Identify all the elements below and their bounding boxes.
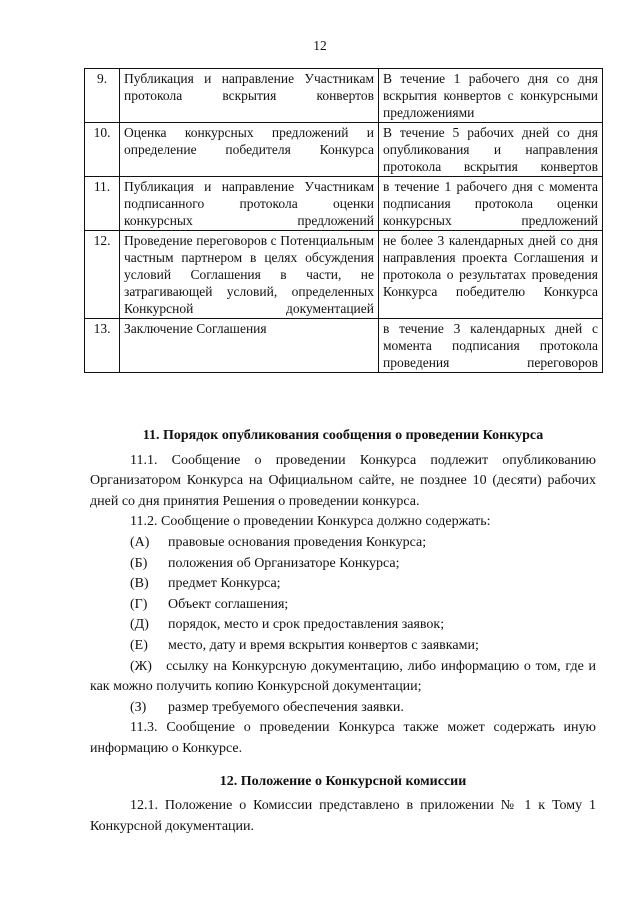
paragraph-11-3: 11.3. Сообщение о проведении Конкурса также может содержать иную информацию о Конкурсе.	[90, 720, 596, 756]
section-12-heading: 12. Положение о Конкурсной комиссии	[219, 773, 467, 789]
table-row	[85, 177, 603, 231]
procedure-schedule-table	[84, 68, 603, 373]
section-11-heading: 11. Порядок опубликования сообщения о проведении Конкурса	[142, 428, 544, 443]
table-row	[85, 231, 603, 319]
list-marker: (А)	[130, 534, 150, 550]
row-term: не более 3 календарных дней со дня направления проекта Соглашения и протокола о результатах проведения Конкурса победителю Конкурса	[379, 231, 603, 319]
row-number: 10.	[85, 123, 120, 177]
row-action: Публикация и направление Участникам протокола вскрытия конвертов	[120, 69, 379, 123]
list-item	[90, 636, 596, 657]
row-action: Проведение переговоров с Потенциальным частным партнером в целях обсуждения условий Соглашения в части, не затрагивающей условий, определенных Конкурсной документацией	[120, 231, 379, 319]
paragraph-11-1: 11.1. Сообщение о проведении Конкурса подлежит опубликованию Организатором Конкурса на Официальном сайте, не позднее 10 (десяти) рабочих дней со дня принятия Решения о проведении конкурса.	[90, 452, 596, 509]
list-marker: (Д)	[130, 617, 149, 633]
list-item	[90, 574, 596, 595]
table-row	[85, 319, 603, 373]
list-text: порядок, место и срок предоставления заявок;	[168, 617, 445, 633]
list-text: правовые основания проведения Конкурса;	[168, 534, 427, 550]
row-action: Оценка конкурсных предложений и определение победителя Конкурса	[120, 123, 379, 177]
list-marker: (Г)	[130, 596, 148, 612]
row-number: 12.	[85, 231, 120, 319]
paragraph-11-2: 11.2. Сообщение о проведении Конкурса должно содержать:	[130, 514, 491, 530]
row-term: В течение 1 рабочего дня со дня вскрытия конвертов с конкурсными предложениями	[379, 69, 603, 123]
list-item	[90, 698, 596, 719]
paragraph-12-1: 12.1. Положение о Комиссии представлено в приложении № 1 к Тому 1 Конкурсной документации.	[90, 798, 596, 834]
row-number: 9.	[85, 69, 120, 123]
list-item	[90, 554, 596, 575]
row-action: Заключение Соглашения	[120, 319, 379, 373]
row-action: Публикация и направление Участникам подписанного протокола оценки конкурсных предложений	[120, 177, 379, 231]
document-body	[90, 426, 596, 837]
list-text: место, дату и время вскрытия конвертов с заявками;	[168, 637, 479, 653]
list-marker: (В)	[130, 576, 149, 592]
table-row	[85, 123, 603, 177]
list-marker: (Е)	[130, 637, 148, 653]
page-number: 12	[313, 38, 327, 53]
list-text: Объект соглашения;	[168, 596, 289, 612]
list-text: размер требуемого обеспечения заявки.	[168, 699, 404, 715]
list-item	[90, 657, 596, 698]
list-text: предмет Конкурса;	[168, 576, 281, 592]
list-marker: (З)	[130, 699, 147, 715]
list-item	[90, 595, 596, 616]
list-marker: (Ж)	[130, 658, 152, 674]
list-text: положения об Организаторе Конкурса;	[168, 555, 400, 571]
row-term: в течение 1 рабочего дня с момента подписания протокола оценки конкурсных предложений	[379, 177, 603, 231]
list-marker: (Б)	[130, 555, 148, 571]
table-row	[85, 69, 603, 123]
row-number: 11.	[85, 177, 120, 231]
row-term: в течение 3 календарных дней с момента подписания протокола проведения переговоров	[379, 319, 603, 373]
row-term: В течение 5 рабочих дней со дня опубликования и направления протокола вскрытия конвертов	[379, 123, 603, 177]
list-text: ссылку на Конкурсную документацию, либо информацию о том, где и как можно получить копию Конкурсной документации;	[90, 658, 597, 695]
row-number: 13.	[85, 319, 120, 373]
list-item	[90, 533, 596, 554]
list-item	[90, 615, 596, 636]
